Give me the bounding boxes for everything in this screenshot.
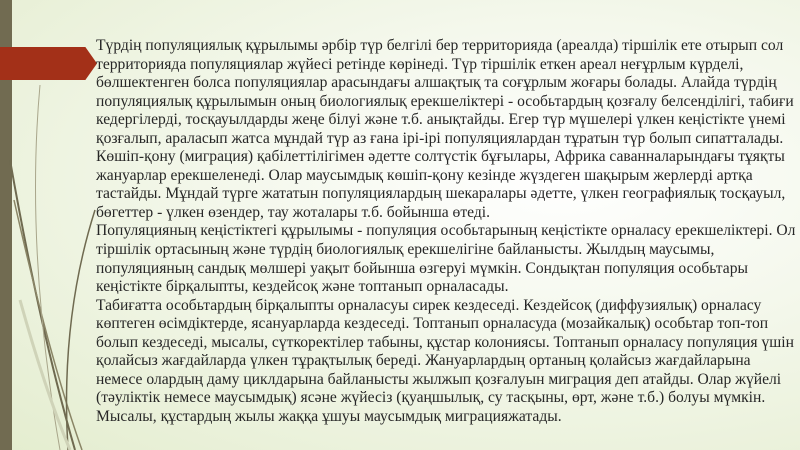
paragraph-spatial-structure: Популяцияның кеңістіктегі құрылымы - популяция особьтарының кеңістікте орналасу ерекшеліктері. Ол тіршілік ортасының және түрдің биологиялық ерекшелігіне байланысты. Жылдың маусымы, популяцияның сандық мөлшері уақыт бойынша өзгеруі мүмкін. Сондықтан популяция особьтары кеңістікте бірқалыпты, кездейсоқ және топтанып орналасады. (96, 222, 796, 296)
paragraph-distribution-migration: Табиғатта особьтардың бірқалыпты орналасуы сирек кездеседі. Кездейсоқ (диффузиялық) орналасу көптеген өсімдіктерде, ясануарларда кездеседі. Топтанып орналасуда (мозайкалық) особьтар топ-топ болып кездеседі, мысалы, сүткоректілер табыны, құстар колониясы. Топтанып орналасу популяция үшін қолайсыз жағдайларда үлкен тұрақтылық береді. Жануарлардың ортаның қолайсыз жағдайларына немесе олардың даму циклдарына байланысты жылжып қозғалуын миграция деп атайды. Олар жүйелі (тәуліктік немесе маусымдық) ясәне жүйесіз (қуаңшылық, су тасқыны, өрт, және т.б.) болуы мүмкін. Мысалы, құстардың жылы жаққа ұшуы маусымдық миграцияжатады. (96, 296, 794, 425)
paragraph-population-structure: Түрдің популяциялық құрылымы әрбір түр белгілі бер территорияда (ареалда) тіршілік ете отырып сол территорияда популяциялар жүйесі ретінде көрінеді. Түр тіршілік еткен ареал неғұрлым күрделі, бөлшектенген болса популяциялар арасындағы алшақтық та соғұрлым жоғары болады. Алайда түрдің популяциялық құрылымын оның биологиялық ерекшеліктері - особьтардың қозғалу белсенділігі, табиғи кедергілерді, тосқауылдарды жеңе білуі және т.б. анықтайды. Егер түр мүшелері үлкен кеңістікте үнемі қозғалып, араласып жатса мұндай түр аз ғана ірі-ірі популяциялардан тұратын түр болып сипатталады. Көшіп-қону (миграция) қабілеттілігімен әдетте солтүстік бұғылары, Африка саванналарындағы тұяқты жануарлар ерекшеленеді. Олар маусымдық көшіп-қону кезінде жүздеген шақырым жерлерді артқа тастайды. Мұндай түрге жататын популяциялардың шекаралары әдетте, үлкен географиялық тосқауыл, бөгеттер - үлкен өзендер, тау жоталары т.б. бойынша өтеді. (96, 37, 794, 221)
slide-body-text (96, 37, 796, 426)
bullet-arrow-icon (0, 47, 97, 80)
